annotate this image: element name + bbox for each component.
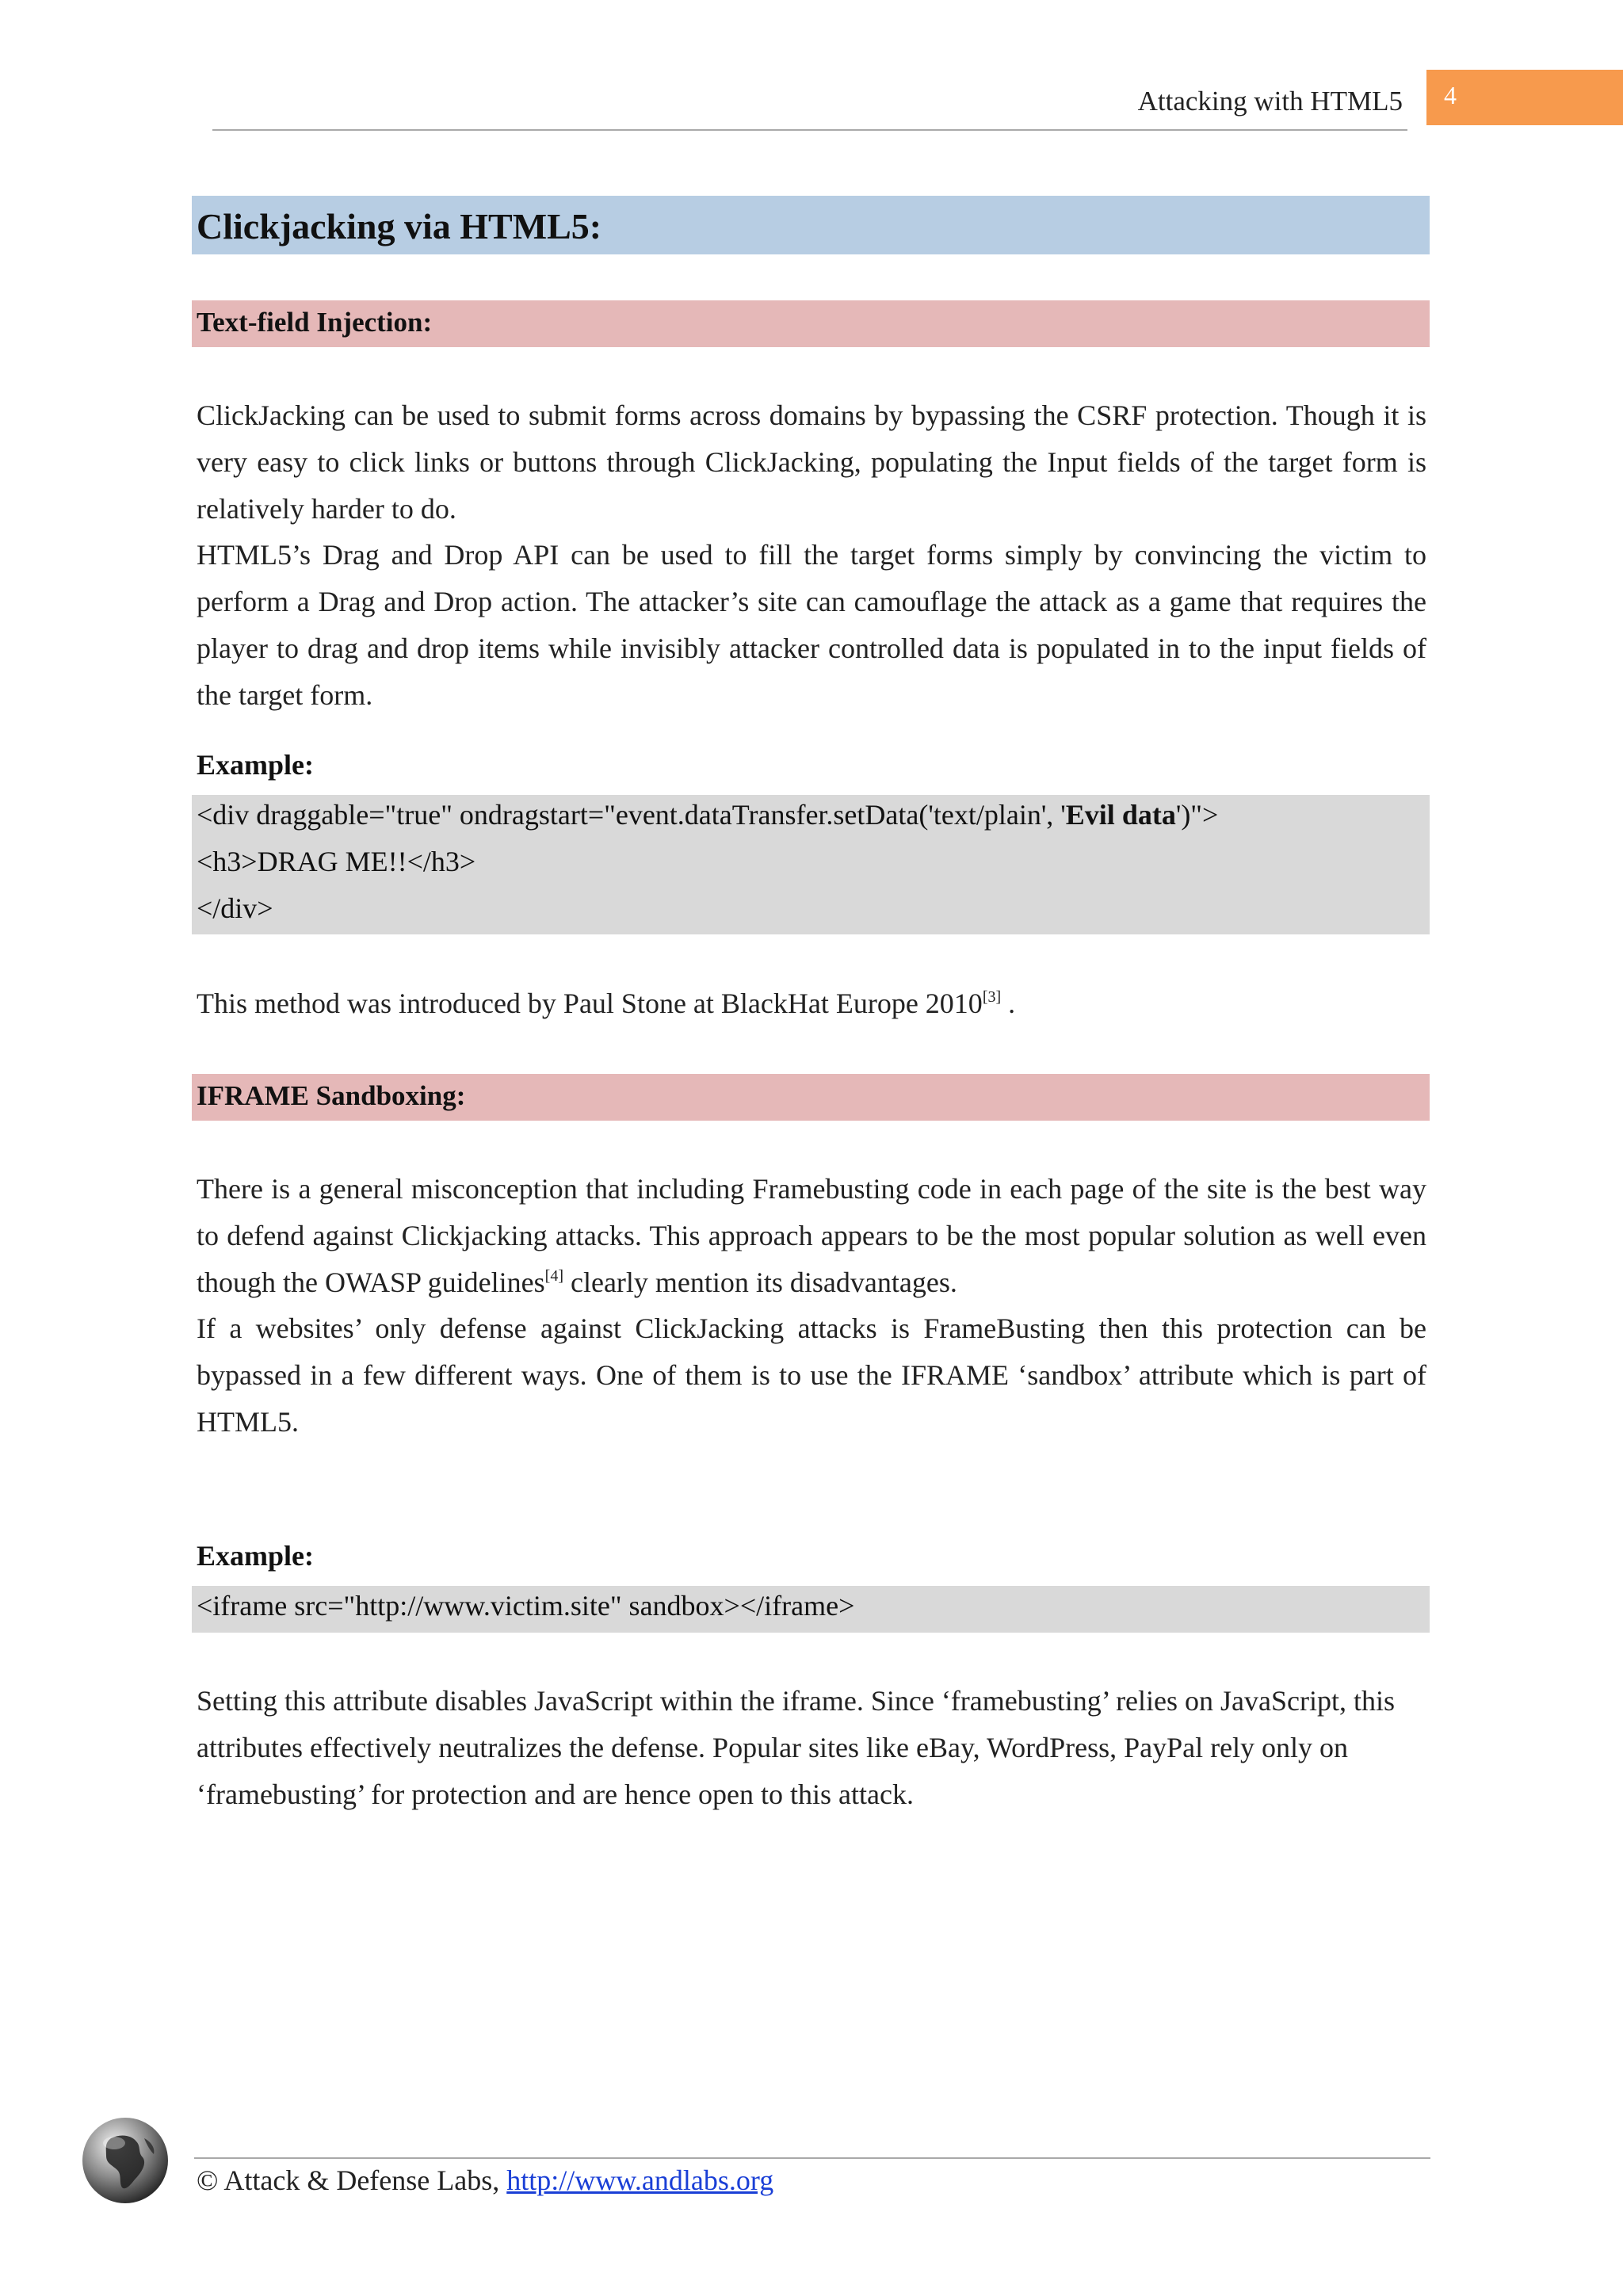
paragraph xyxy=(197,1166,1426,1305)
textfield-injection-body xyxy=(197,392,1426,719)
code-line xyxy=(197,798,1218,831)
copyright-text: © Attack & Defense Labs, xyxy=(197,2164,507,2196)
subsection-heading-band xyxy=(192,1074,1430,1121)
iframe-sandboxing-conclusion xyxy=(197,1678,1409,1817)
website-link[interactable]: http://www.andlabs.org xyxy=(506,2164,774,2196)
code-line: </div> xyxy=(197,892,273,924)
paragraph: HTML5’s Drag and Drop API can be used to fill the target forms simply by convincing the victim to perform a Drag and Drop action. The attacker’s site can camouflage the attack as a game that requires the player to drag and drop items while invisibly attacker controlled data is populated in to the input fields of the target form. xyxy=(197,539,1426,711)
example-label: Example: xyxy=(197,1540,314,1572)
reference-marker: [4] xyxy=(544,1266,563,1285)
code-line: <iframe src="http://www.victim.site" sandbox></iframe> xyxy=(197,1590,855,1622)
code-text: ')"> xyxy=(1175,799,1219,831)
attribution-note xyxy=(197,980,1426,1027)
paragraph-text: There is a general misconception that including Framebusting code in each page of the site is the best way to defend against Clickjacking attacks. This approach appears to be the most popular solution as well even though the OWASP guidelines xyxy=(197,1173,1426,1298)
code-block-drag-example xyxy=(192,795,1430,934)
paragraph: If a websites’ only defense against ClickJacking attacks is FrameBusting then this protection can be bypassed in a few different ways. One of them is to use the IFRAME ‘sandbox’ attribute which is part of HTML5. xyxy=(197,1312,1426,1438)
page-number-badge xyxy=(1426,70,1623,125)
footer-copyright xyxy=(197,2164,773,2197)
note-text: This method was introduced by Paul Stone at BlackHat Europe 2010 xyxy=(197,988,983,1019)
code-bold-text: Evil data xyxy=(1065,799,1176,831)
code-text: <div draggable="true" ondragstart="event.dataTransfer.setData('text/plain', ' xyxy=(197,799,1066,831)
section-title: Clickjacking via HTML5: xyxy=(197,206,602,246)
paragraph-text: clearly mention its disadvantages. xyxy=(563,1266,957,1298)
section-title-band xyxy=(192,196,1430,254)
code-block-iframe-example xyxy=(192,1586,1430,1633)
footer-divider xyxy=(194,2157,1430,2159)
paragraph: Setting this attribute disables JavaScript within the iframe. Since ‘framebusting’ relies on JavaScript, this attributes effectively neutralizes the defense. Popular sites like eBay, WordPress, PayPal rely only on ‘framebusting’ for protection and are hence open to this attack. xyxy=(197,1685,1395,1810)
note-end: . xyxy=(1001,988,1016,1019)
running-header-title: Attacking with HTML5 xyxy=(1137,86,1403,117)
subsection-heading-iframe-sandboxing: IFRAME Sandboxing: xyxy=(197,1080,466,1111)
page-number: 4 xyxy=(1444,81,1457,109)
globe-logo-icon xyxy=(79,2115,171,2206)
iframe-sandboxing-body xyxy=(197,1166,1426,1446)
subsection-heading-band xyxy=(192,300,1430,347)
paragraph: ClickJacking can be used to submit forms across domains by bypassing the CSRF protection. Though it is very easy to click links or buttons through ClickJacking, populating the Input fields of the target form is relatively harder to do. xyxy=(197,399,1426,525)
header-divider xyxy=(212,129,1407,131)
reference-marker: [3] xyxy=(982,988,1002,1006)
subsection-heading-textfield-injection: Text-field Injection: xyxy=(197,307,433,338)
example-label: Example: xyxy=(197,749,314,781)
code-line: <h3>DRAG ME!!</h3> xyxy=(197,846,476,877)
